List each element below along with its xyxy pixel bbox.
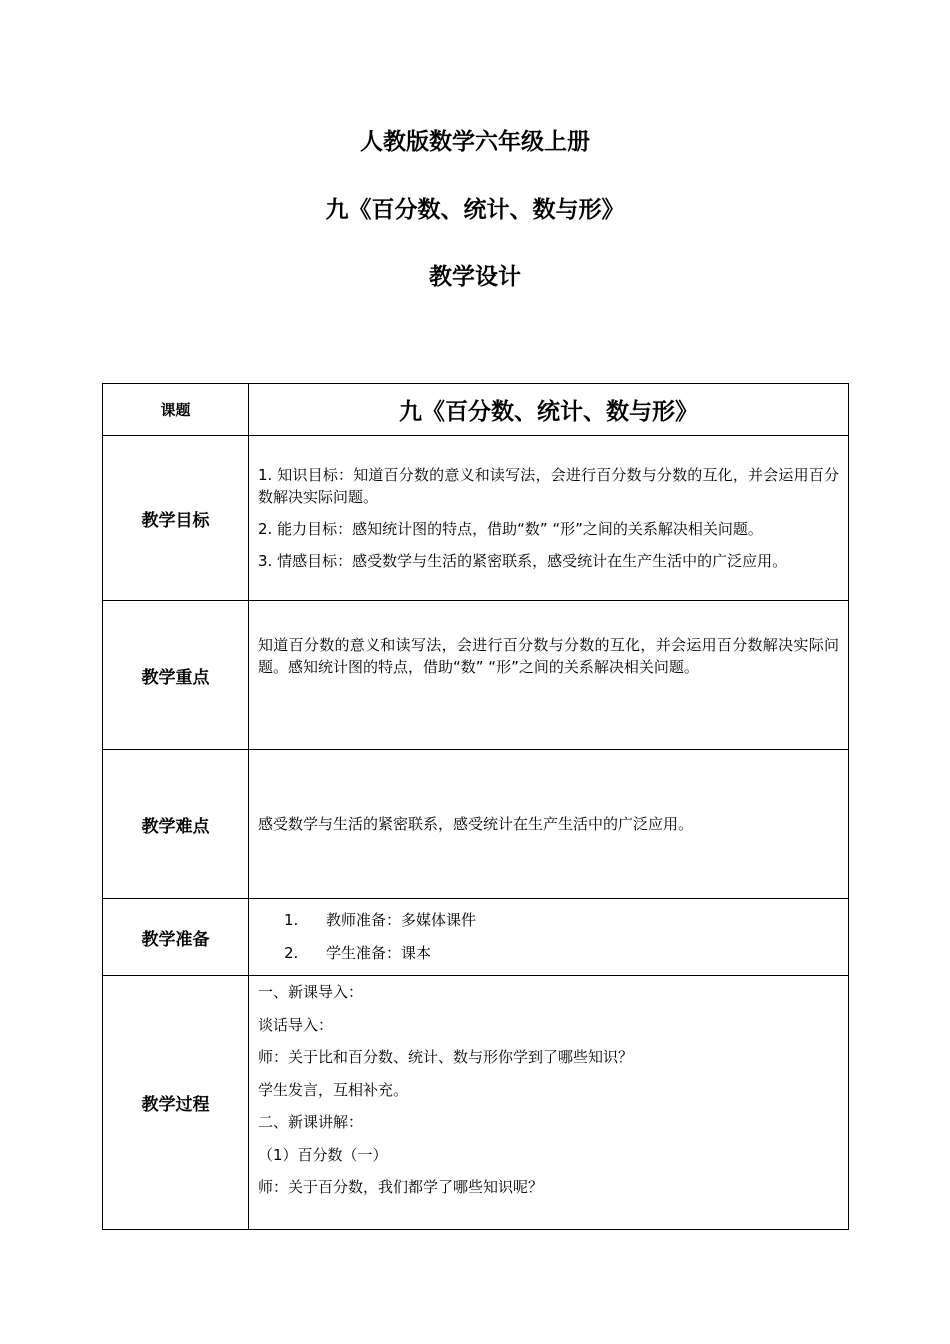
difficulties-row [103, 750, 849, 899]
key-points-text: 知道百分数的意义和读写法，会进行百分数与分数的互化，并会运用百分数解决实际问题。感知统计图的特点，借助“数” “形”之间的关系解决相关问题。 [258, 636, 839, 676]
preparation-cell [249, 899, 849, 976]
key-points-cell [249, 601, 849, 750]
difficulties-cell [249, 750, 849, 899]
preparation-label: 教学准备 [103, 899, 249, 976]
document-title-line-3: 教学设计 [429, 264, 521, 290]
process-line: 师：关于比和百分数、统计、数与形你学到了哪些知识？ [258, 1048, 634, 1066]
preparation-item-number: 2. [284, 944, 299, 962]
objective-item: 1. 知识目标：知道百分数的意义和读写法，会进行百分数与分数的互化，并会运用百分数解决实际问题。 [258, 466, 839, 506]
lesson-plan-table [102, 383, 849, 1230]
objectives-label: 教学目标 [103, 436, 249, 601]
process-cell [249, 976, 849, 1230]
preparation-item [258, 904, 839, 937]
topic-row [103, 384, 849, 436]
topic-label: 课题 [103, 384, 249, 436]
objective-item: 3. 情感目标：感受数学与生活的紧密联系，感受统计在生产生活中的广泛应用。 [258, 552, 788, 570]
objectives-row [103, 436, 849, 601]
document-title-line-2: 九《百分数、统计、数与形》 [325, 197, 625, 223]
topic-cell [249, 384, 849, 436]
process-line: 学生发言，互相补充。 [258, 1080, 409, 1099]
process-line: 谈话导入： [258, 1015, 334, 1034]
preparation-item-number: 1. [284, 911, 299, 929]
process-label: 教学过程 [103, 976, 249, 1230]
process-line: 一、新课导入： [258, 983, 364, 1001]
difficulties-text: 感受数学与生活的紧密联系，感受统计在生产生活中的广泛应用。 [258, 815, 694, 833]
preparation-item [258, 937, 839, 970]
topic-value: 九《百分数、统计、数与形》 [399, 399, 698, 425]
objectives-cell [249, 436, 849, 601]
preparation-row [103, 899, 849, 976]
objective-item: 2. 能力目标：感知统计图的特点，借助“数” “形”之间的关系解决相关问题。 [258, 520, 763, 538]
key-points-label: 教学重点 [103, 601, 249, 750]
document-title-line-1: 人教版数学六年级上册 [360, 129, 590, 155]
process-line: 师：关于百分数，我们都学了哪些知识呢？ [258, 1178, 544, 1196]
preparation-item-text: 教师准备：多媒体课件 [326, 911, 477, 929]
preparation-item-text: 学生准备：课本 [326, 944, 432, 962]
process-line: （1）百分数（一） [258, 1145, 388, 1164]
key-points-row [103, 601, 849, 750]
difficulties-label: 教学难点 [103, 750, 249, 899]
process-line: 二、新课讲解： [258, 1113, 364, 1131]
process-row [103, 976, 849, 1230]
